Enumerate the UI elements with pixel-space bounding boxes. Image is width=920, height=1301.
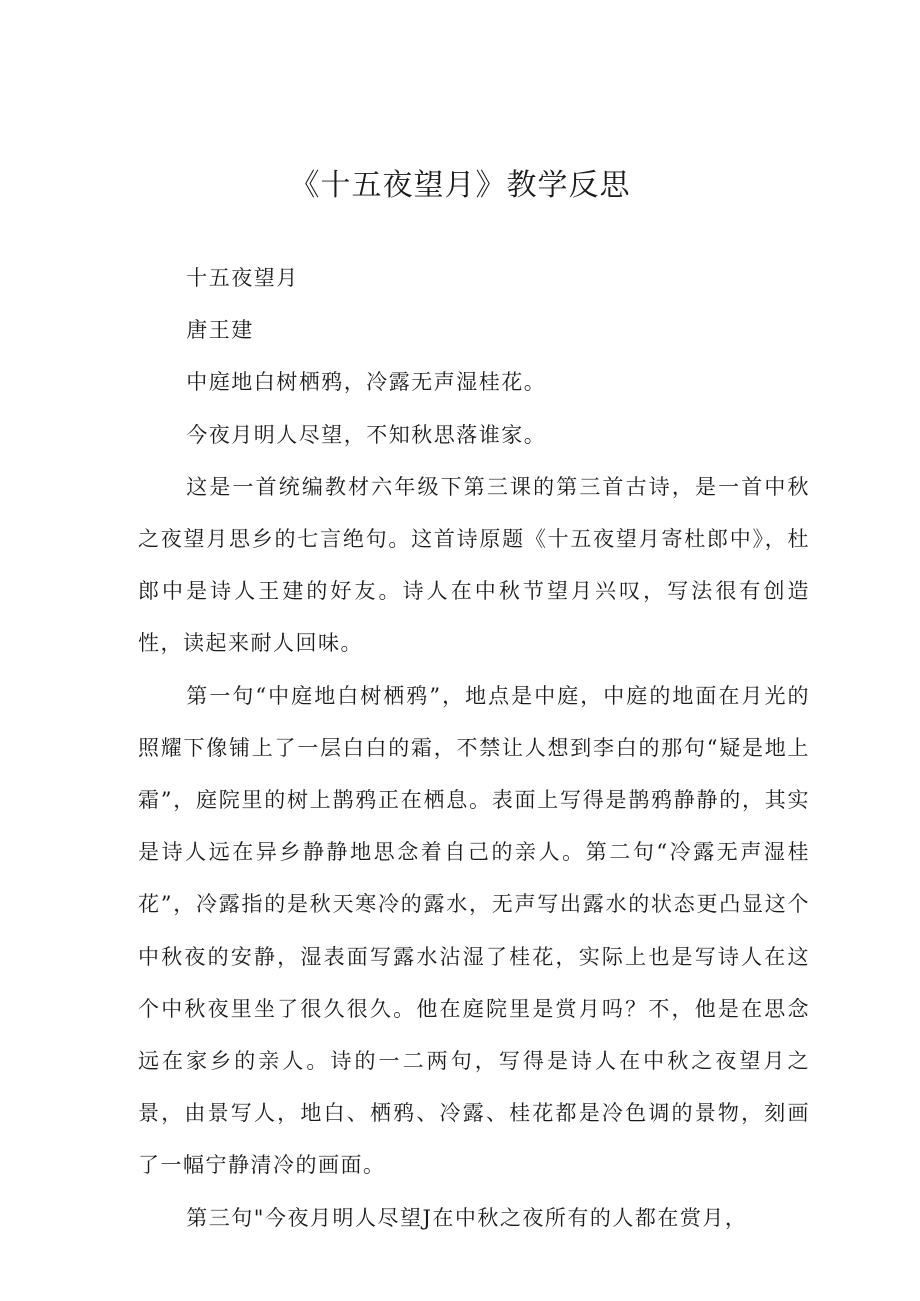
poem-line-2: 今夜月明人尽望，不知秋思落谁家。 bbox=[186, 422, 547, 447]
poem-line-1: 中庭地白树栖鸦，冷露无声湿桂花。 bbox=[186, 370, 547, 395]
document-title: 《十五夜望月》教学反思 bbox=[289, 168, 631, 203]
paragraph-analysis: 第一句“中庭地白树栖鸦”，地点是中庭，中庭的地面在月光的照耀下像铺上了一层白白的霜，不禁让人想到李白的那句“疑是地上霜”，庭院里的树上鹊鸦正在栖息。表面上写得是鹊鸦静静的，其实是诗人远在异乡静静地思念着自己的亲人。第二句“冷露无声湿桂花”，冷露指的是秋天寒冷的露水，无声写出露水的状态更凸显这个中秋夜的安静，湿表面写露水沾湿了桂花，实际上也是写诗人在这个中秋夜里坐了很久很久。他在庭院里是赏月吗？不，他是在思念远在家乡的亲人。诗的一二两句，写得是诗人在中秋之夜望月之景，由景写人，地白、栖鸦、冷露、桂花都是冷色调的景物，刻画了一幅宁静清冷的画面。 bbox=[138, 683, 810, 1178]
document-body bbox=[138, 252, 810, 1244]
poem-author: 唐王建 bbox=[186, 318, 254, 343]
poem-name: 十五夜望月 bbox=[186, 266, 299, 290]
paragraph-intro: 这是一首统编教材六年级下第三课的第三首古诗，是一首中秋之夜望月思乡的七言绝句。这首诗原题《十五夜望月寄杜郎中》，杜郎中是诗人王建的好友。诗人在中秋节望月兴叹，写法很有创造性，读起来耐人回味。 bbox=[138, 474, 810, 656]
paragraph-third-line: 第三句"今夜月明人尽望J在中秋之夜所有的人都在赏月， bbox=[186, 1205, 748, 1230]
